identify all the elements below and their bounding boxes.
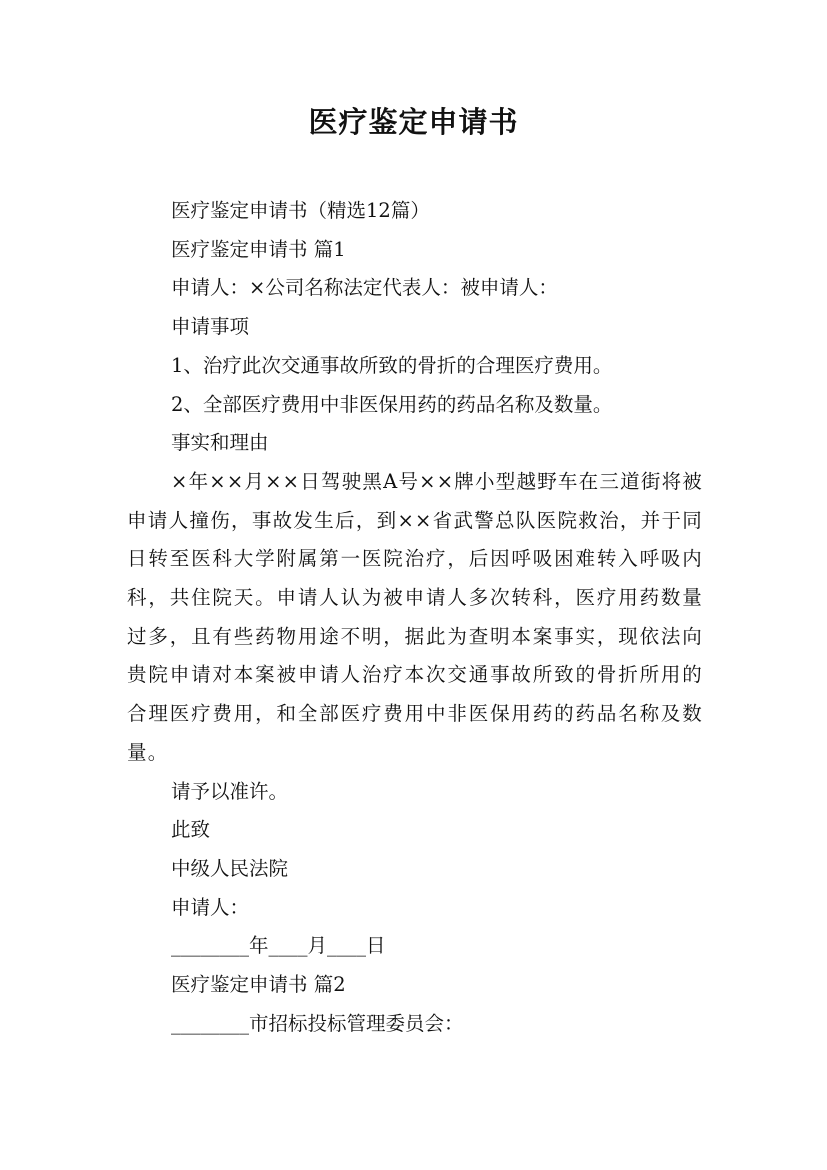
applicant-signature-line: 申请人：: [171, 895, 250, 919]
salutation-line: 此致: [171, 818, 211, 842]
facts-paragraph: ×年××月××日驾驶黑A号××牌小型越野车在三道街将被申请人撞伤，事故发生后，到××省武警总队医院救治，并于同日转至医科大学附属第一医院治疗，后因呼吸困难转入呼吸内科，共住院天。申请人认为被申请人多次转科，医疗用药数量过多，且有些药物用途不明，据此为查明本案事实，现依法向贵院申请对本案被申请人治疗本次交通事故所致的骨折所用的合理医疗费用，和全部医疗费用中非医保用药的药品名称及数量。: [127, 469, 703, 764]
request-heading: 申请事项: [171, 315, 250, 339]
document-body: [127, 192, 703, 1043]
parties-line: 申请人：×公司名称法定代表人：被申请人：: [171, 276, 558, 300]
request-approval-line: 请予以准许。: [171, 779, 289, 803]
date-line: ________年____月____日: [171, 934, 386, 958]
subtitle-line: 医疗鉴定申请书（精选12篇）: [171, 199, 430, 222]
document-title: 医疗鉴定申请书: [308, 105, 519, 139]
request-item-2: 2、全部医疗费用中非医保用药的药品名称及数量。: [171, 392, 613, 416]
recipient-line: ________市招标投标管理委员会：: [171, 1011, 464, 1035]
section-heading: 医疗鉴定申请书 篇1: [171, 237, 346, 261]
request-item-1: 1、治疗此次交通事故所致的骨折的合理医疗费用。: [171, 353, 613, 377]
section-heading-2: 医疗鉴定申请书 篇2: [171, 973, 346, 997]
court-name-line: 中级人民法院: [171, 856, 289, 880]
facts-heading: 事实和理由: [171, 431, 269, 455]
